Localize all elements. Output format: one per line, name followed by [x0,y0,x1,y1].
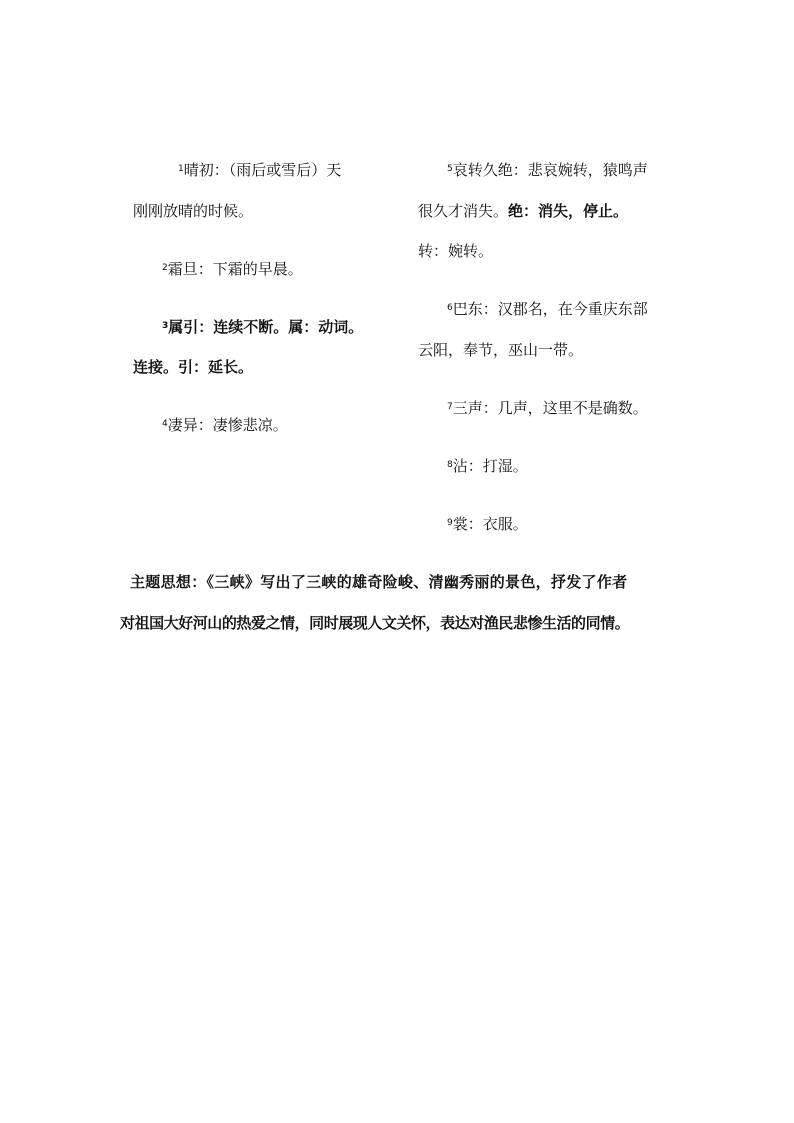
note-9-number: 9 [447,518,453,528]
theme-line-2: 对祖国大好河山的热爱之情，同时展现人文关怀，表达对渔民悲惨生活的同情。 [120,614,630,632]
note-6-text: 巴东：汉郡名，在今重庆东部 [452,300,648,318]
theme-label: 主题思想： [130,573,207,591]
note-8 [447,456,528,476]
note-5-number: 5 [447,164,453,174]
note-7-text: 三声：几声，这里不是确数。 [452,399,648,417]
note-1-number: 1 [178,164,184,174]
note-3-text: 属引：连续不断。属：动词。 [168,318,364,336]
note-9-text: 裳：衣服。 [452,515,528,533]
note-5-text-plain: 很久才消失。 [418,202,509,220]
note-4-text: 凄异：凄惨悲凉。 [167,416,288,434]
note-3-line-2: 连接。引：延长。 [133,358,254,376]
note-1-text: 晴初：（雨后或雪后）天 [183,161,342,179]
note-6-line-2: 云阳，奉节，巫山一带。 [418,341,584,359]
note-5-text-bold: 绝：消失，停止。 [508,202,629,220]
note-6-number: 6 [447,303,453,313]
note-1-line-2: 刚刚放晴的时候。 [133,202,254,220]
note-2 [162,259,303,279]
note-1-line-1 [178,160,341,180]
note-5-line-3: 转：婉转。 [418,242,494,260]
theme-line-1 [130,572,627,592]
note-4 [162,415,288,435]
note-9 [447,514,528,534]
note-2-text: 霜旦：下霜的早晨。 [167,260,303,278]
note-5-line-1 [447,160,648,180]
note-8-number: 8 [447,460,453,470]
note-3-line-1 [162,317,363,337]
note-5-line-2 [418,201,628,221]
theme-text-1: 《三峡》写出了三峡的雄奇险峻、清幽秀丽的景色，抒发了作者 [206,573,628,591]
note-6-line-1 [447,299,648,319]
note-7 [447,398,648,418]
note-5-text: 哀转久绝：悲哀婉转，猿鸣声 [452,161,648,179]
note-2-number: 2 [162,263,168,273]
note-8-text: 沾：打湿。 [452,457,528,475]
note-7-number: 7 [447,402,453,412]
note-3-number: 3 [162,321,169,331]
note-4-number: 4 [162,419,168,429]
